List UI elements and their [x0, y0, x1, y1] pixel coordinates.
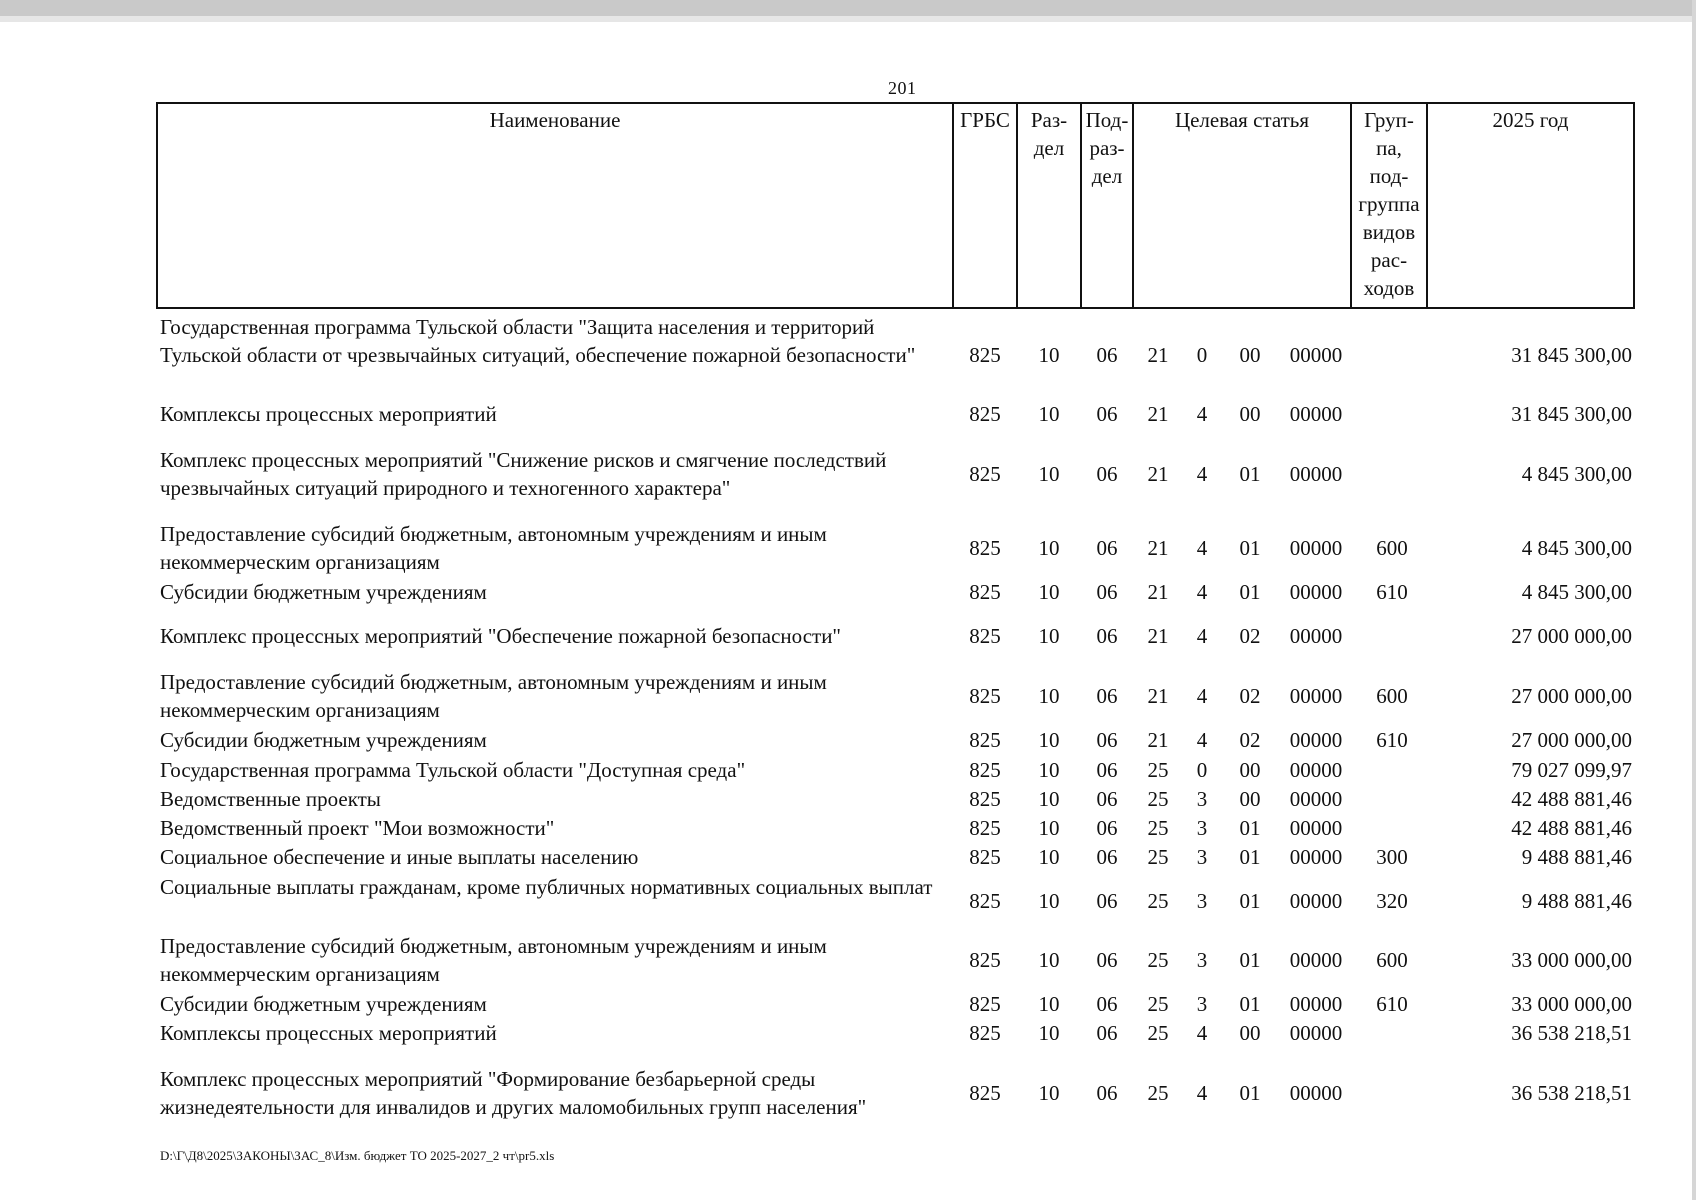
- row-cs1: 25: [1147, 758, 1169, 782]
- row-cs4: 00000: [1289, 624, 1343, 648]
- table-row: [0, 726, 1696, 754]
- row-cs4: 00000: [1289, 758, 1343, 782]
- row-rz: 10: [1038, 343, 1060, 367]
- row-cs1: 21: [1147, 580, 1169, 604]
- row-cs4: 00000: [1289, 684, 1343, 708]
- row-vr: 610: [1376, 580, 1408, 604]
- table-row: [0, 520, 1696, 576]
- row-name: Субсидии бюджетным учреждениям: [160, 992, 487, 1016]
- row-vr: 610: [1376, 728, 1408, 752]
- row-amount: 31 845 300,00: [1511, 402, 1632, 426]
- table-row: [0, 843, 1696, 871]
- table-row: [0, 756, 1696, 784]
- row-rz: 10: [1038, 624, 1060, 648]
- row-cs2: 4: [1196, 728, 1208, 752]
- row-cs3: 02: [1239, 728, 1261, 752]
- table-row: [0, 622, 1696, 650]
- row-rz: 10: [1038, 536, 1060, 560]
- row-pr: 06: [1096, 1081, 1118, 1105]
- row-grbs: 825: [969, 1081, 1001, 1105]
- table-row: [0, 990, 1696, 1018]
- row-cs4: 00000: [1289, 402, 1343, 426]
- table-row: [0, 313, 1696, 397]
- row-rz: 10: [1038, 462, 1060, 486]
- file-path-footer: D:\Г\Д8\2025\ЗАКОНЫ\ЗАС_8\Изм. бюджет ТО 2025-2027_2 чт\pr5.xls: [160, 1148, 555, 1163]
- row-pr: 06: [1096, 402, 1118, 426]
- row-rz: 10: [1038, 728, 1060, 752]
- header-razdel: Раз- дел: [1030, 108, 1068, 160]
- row-pr: 06: [1096, 948, 1118, 972]
- row-name: Предоставление субсидий бюджетным, автономным учреждениям и иным некоммерческим организациям: [160, 934, 827, 986]
- table-row: [0, 578, 1696, 606]
- table-row: [0, 814, 1696, 842]
- row-cs3: 00: [1239, 1021, 1261, 1045]
- row-cs3: 02: [1239, 684, 1261, 708]
- row-amount: 4 845 300,00: [1521, 462, 1632, 486]
- row-vr: 610: [1376, 992, 1408, 1016]
- row-grbs: 825: [969, 816, 1001, 840]
- table-row: [0, 446, 1696, 502]
- row-rz: 10: [1038, 992, 1060, 1016]
- row-cs4: 00000: [1289, 948, 1343, 972]
- row-pr: 06: [1096, 992, 1118, 1016]
- row-cs3: 01: [1239, 992, 1261, 1016]
- row-cs3: 00: [1239, 402, 1261, 426]
- table-row: [0, 932, 1696, 988]
- row-cs2: 3: [1196, 816, 1208, 840]
- row-vr: 600: [1376, 536, 1408, 560]
- row-rz: 10: [1038, 1081, 1060, 1105]
- row-cs4: 00000: [1289, 889, 1343, 913]
- row-cs3: 02: [1239, 624, 1261, 648]
- row-cs3: 01: [1239, 580, 1261, 604]
- row-cs4: 00000: [1289, 787, 1343, 811]
- row-cs1: 25: [1147, 992, 1169, 1016]
- row-grbs: 825: [969, 992, 1001, 1016]
- row-grbs: 825: [969, 580, 1001, 604]
- row-name: Государственная программа Тульской области "Защита населения и территорий Тульской области от чрезвычайных ситуаций, обеспечение пожарной безопасности": [160, 315, 916, 367]
- row-cs4: 00000: [1289, 1081, 1343, 1105]
- row-grbs: 825: [969, 787, 1001, 811]
- row-name: Комплекс процессных мероприятий "Снижение рисков и смягчение последствий чрезвычайных ситуаций природного и техногенного характера": [160, 448, 887, 500]
- row-cs1: 21: [1147, 343, 1169, 367]
- row-amount: 42 488 881,46: [1511, 787, 1632, 811]
- row-rz: 10: [1038, 889, 1060, 913]
- row-cs2: 3: [1196, 889, 1208, 913]
- row-name: Государственная программа Тульской области "Доступная среда": [160, 758, 746, 782]
- row-name: Комплексы процессных мероприятий: [160, 1021, 497, 1045]
- row-rz: 10: [1038, 845, 1060, 869]
- row-pr: 06: [1096, 536, 1118, 560]
- row-amount: 9 488 881,46: [1521, 889, 1632, 913]
- table-row: [0, 1065, 1696, 1121]
- row-cs2: 4: [1196, 1081, 1208, 1105]
- row-grbs: 825: [969, 343, 1001, 367]
- row-amount: 4 845 300,00: [1521, 580, 1632, 604]
- row-amount: 4 845 300,00: [1521, 536, 1632, 560]
- row-cs3: 01: [1239, 816, 1261, 840]
- row-rz: 10: [1038, 1021, 1060, 1045]
- row-cs2: 0: [1196, 343, 1208, 367]
- row-cs2: 4: [1196, 402, 1208, 426]
- header-target-article: Целевая статья: [1174, 108, 1310, 132]
- row-pr: 06: [1096, 684, 1118, 708]
- table-row: [0, 400, 1696, 428]
- row-name: Предоставление субсидий бюджетным, автономным учреждениям и иным некоммерческим организациям: [160, 522, 827, 574]
- row-cs4: 00000: [1289, 816, 1343, 840]
- row-pr: 06: [1096, 343, 1118, 367]
- row-cs3: 00: [1239, 787, 1261, 811]
- row-amount: 33 000 000,00: [1511, 992, 1632, 1016]
- row-grbs: 825: [969, 889, 1001, 913]
- row-name: Комплекс процессных мероприятий "Формирование безбарьерной среды жизнедеятельности для инвалидов и других маломобильных групп населения": [160, 1067, 867, 1119]
- row-cs4: 00000: [1289, 343, 1343, 367]
- row-cs4: 00000: [1289, 580, 1343, 604]
- row-cs4: 00000: [1289, 462, 1343, 486]
- row-name: Социальные выплаты гражданам, кроме публичных нормативных социальных выплат: [160, 875, 933, 899]
- row-rz: 10: [1038, 580, 1060, 604]
- row-cs1: 25: [1147, 787, 1169, 811]
- row-name: Предоставление субсидий бюджетным, автономным учреждениям и иным некоммерческим организациям: [160, 670, 827, 722]
- row-cs1: 25: [1147, 1081, 1169, 1105]
- row-cs1: 21: [1147, 462, 1169, 486]
- row-cs4: 00000: [1289, 728, 1343, 752]
- row-cs3: 01: [1239, 948, 1261, 972]
- row-grbs: 825: [969, 536, 1001, 560]
- row-grbs: 825: [969, 728, 1001, 752]
- row-cs1: 21: [1147, 536, 1169, 560]
- row-cs1: 25: [1147, 845, 1169, 869]
- row-cs2: 4: [1196, 580, 1208, 604]
- row-pr: 06: [1096, 1021, 1118, 1045]
- header-podrazdel: Под- раз- дел: [1085, 108, 1129, 188]
- row-pr: 06: [1096, 462, 1118, 486]
- row-cs3: 01: [1239, 462, 1261, 486]
- row-cs1: 25: [1147, 948, 1169, 972]
- row-amount: 36 538 218,51: [1511, 1081, 1632, 1105]
- row-grbs: 825: [969, 462, 1001, 486]
- row-cs2: 3: [1196, 948, 1208, 972]
- table-row: [0, 873, 1696, 929]
- row-pr: 06: [1096, 816, 1118, 840]
- header-expense-group: Груп- па, под- группа видов рас- ходов: [1358, 108, 1420, 300]
- row-cs2: 3: [1196, 845, 1208, 869]
- row-vr: 320: [1376, 889, 1408, 913]
- row-cs2: 4: [1196, 536, 1208, 560]
- row-cs1: 21: [1147, 728, 1169, 752]
- row-amount: 27 000 000,00: [1511, 624, 1632, 648]
- row-pr: 06: [1096, 758, 1118, 782]
- row-cs3: 01: [1239, 845, 1261, 869]
- row-cs2: 4: [1196, 624, 1208, 648]
- row-pr: 06: [1096, 624, 1118, 648]
- row-amount: 79 027 099,97: [1511, 758, 1632, 782]
- row-cs1: 25: [1147, 889, 1169, 913]
- row-amount: 31 845 300,00: [1511, 343, 1632, 367]
- row-amount: 36 538 218,51: [1511, 1021, 1632, 1045]
- row-grbs: 825: [969, 684, 1001, 708]
- row-cs1: 25: [1147, 816, 1169, 840]
- row-amount: 33 000 000,00: [1511, 948, 1632, 972]
- row-grbs: 825: [969, 758, 1001, 782]
- row-cs2: 4: [1196, 462, 1208, 486]
- header-year: 2025 год: [1492, 108, 1569, 132]
- row-amount: 9 488 881,46: [1521, 845, 1632, 869]
- table-row: [0, 668, 1696, 724]
- row-vr: 600: [1376, 948, 1408, 972]
- row-name: Комплекс процессных мероприятий "Обеспечение пожарной безопасности": [160, 624, 842, 648]
- row-cs2: 3: [1196, 992, 1208, 1016]
- row-pr: 06: [1096, 580, 1118, 604]
- row-grbs: 825: [969, 948, 1001, 972]
- row-pr: 06: [1096, 728, 1118, 752]
- row-cs3: 01: [1239, 536, 1261, 560]
- row-amount: 27 000 000,00: [1511, 728, 1632, 752]
- row-cs3: 00: [1239, 758, 1261, 782]
- row-cs3: 00: [1239, 343, 1261, 367]
- page-number: 201: [888, 78, 917, 98]
- row-pr: 06: [1096, 889, 1118, 913]
- row-cs4: 00000: [1289, 992, 1343, 1016]
- row-cs2: 0: [1196, 758, 1208, 782]
- row-name: Ведомственные проекты: [160, 787, 381, 811]
- table-row: [0, 1019, 1696, 1047]
- row-name: Субсидии бюджетным учреждениям: [160, 580, 487, 604]
- row-rz: 10: [1038, 402, 1060, 426]
- row-name: Комплексы процессных мероприятий: [160, 402, 497, 426]
- header-grbs: ГРБС: [960, 108, 1010, 132]
- row-name: Ведомственный проект "Мои возможности": [160, 816, 555, 840]
- row-pr: 06: [1096, 787, 1118, 811]
- row-grbs: 825: [969, 402, 1001, 426]
- row-cs3: 01: [1239, 889, 1261, 913]
- row-cs2: 4: [1196, 684, 1208, 708]
- row-name: Социальное обеспечение и иные выплаты населению: [160, 845, 639, 869]
- scan-top-border: [0, 0, 1696, 16]
- scan-top-shadow: [0, 16, 1696, 22]
- row-grbs: 825: [969, 1021, 1001, 1045]
- row-rz: 10: [1038, 758, 1060, 782]
- row-cs4: 00000: [1289, 845, 1343, 869]
- row-name: Субсидии бюджетным учреждениям: [160, 728, 487, 752]
- row-cs1: 21: [1147, 402, 1169, 426]
- row-amount: 27 000 000,00: [1511, 684, 1632, 708]
- row-cs1: 21: [1147, 684, 1169, 708]
- table-row: [0, 785, 1696, 813]
- row-rz: 10: [1038, 787, 1060, 811]
- row-grbs: 825: [969, 845, 1001, 869]
- row-vr: 300: [1376, 845, 1408, 869]
- row-amount: 42 488 881,46: [1511, 816, 1632, 840]
- row-grbs: 825: [969, 624, 1001, 648]
- row-cs1: 21: [1147, 624, 1169, 648]
- header-name: Наименование: [489, 108, 621, 132]
- row-rz: 10: [1038, 948, 1060, 972]
- row-pr: 06: [1096, 845, 1118, 869]
- row-rz: 10: [1038, 816, 1060, 840]
- row-cs2: 4: [1196, 1021, 1208, 1045]
- row-cs2: 3: [1196, 787, 1208, 811]
- row-vr: 600: [1376, 684, 1408, 708]
- row-cs1: 25: [1147, 1021, 1169, 1045]
- row-rz: 10: [1038, 684, 1060, 708]
- row-cs4: 00000: [1289, 1021, 1343, 1045]
- row-cs3: 01: [1239, 1081, 1261, 1105]
- row-cs4: 00000: [1289, 536, 1343, 560]
